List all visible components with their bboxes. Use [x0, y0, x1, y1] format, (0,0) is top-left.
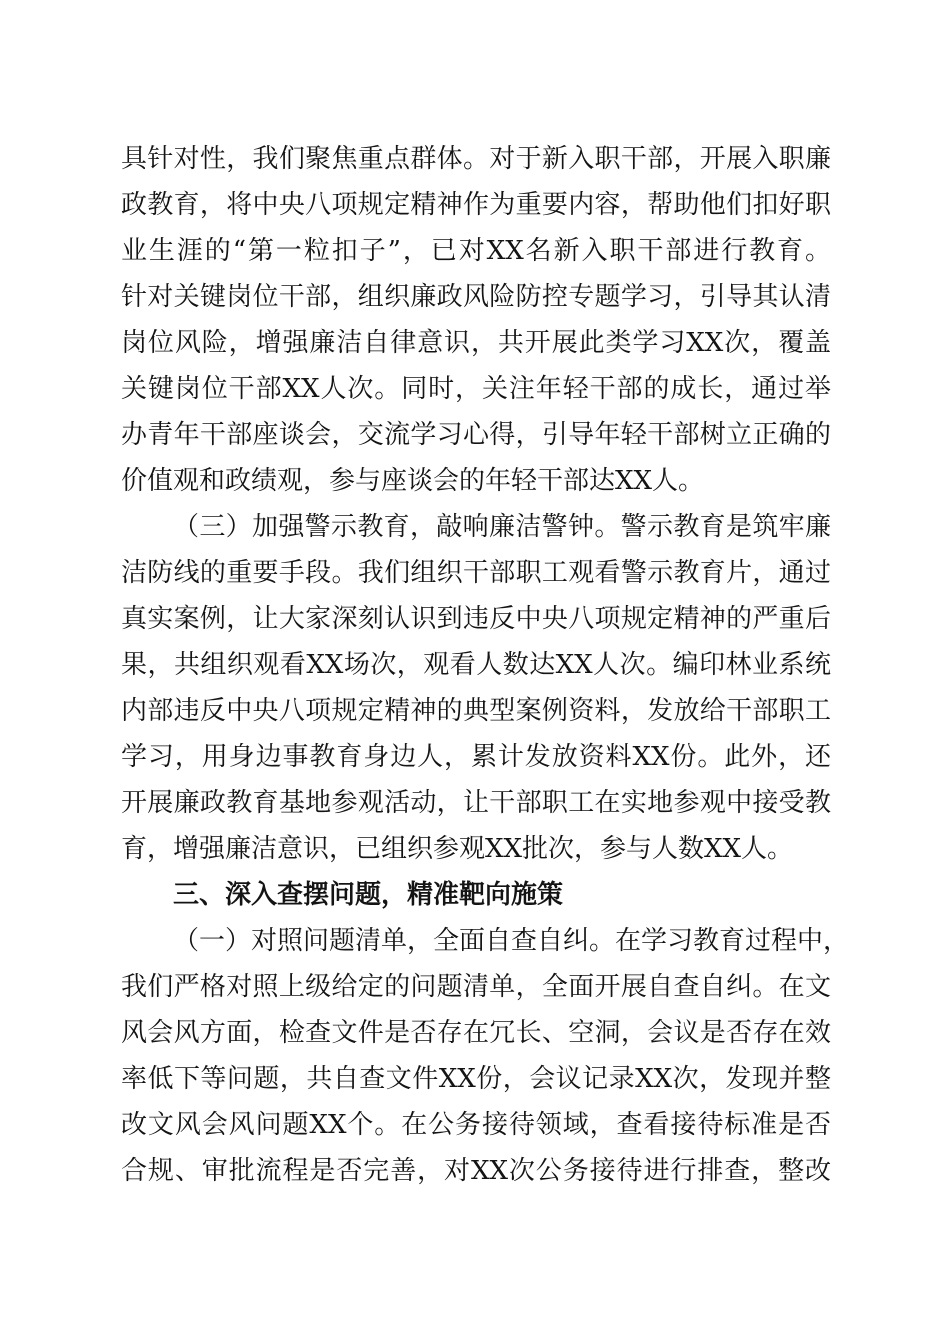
paragraph-line: 内部违反中央八项规定精神的典型案例资料，发放给干部职工	[121, 696, 831, 726]
paragraph-line: 学习，用身边事教育身边人，累计发放资料XX份。此外，还	[121, 742, 831, 772]
section-heading: 三、深入查摆问题，精准靶向施策	[173, 880, 564, 910]
paragraph-line: 业生涯的“第一粒扣子”，已对XX名新入职干部进行教育。	[121, 236, 831, 266]
paragraph-line: 改文风会风问题XX个。在公务接待领域，查看接待标准是否	[121, 1110, 831, 1140]
paragraph-line: 具针对性，我们聚焦重点群体。对于新入职干部，开展入职廉	[121, 144, 831, 174]
paragraph-line: 价值观和政绩观，参与座谈会的年轻干部达XX人。	[121, 466, 705, 496]
paragraph-line: 开展廉政教育基地参观活动，让干部职工在实地参观中接受教	[121, 788, 831, 818]
paragraph-line: 办青年干部座谈会，交流学习心得，引导年轻干部树立正确的	[121, 420, 831, 450]
paragraph-line: 针对关键岗位干部，组织廉政风险防控专题学习，引导其认清	[121, 282, 831, 312]
paragraph-line: 洁防线的重要手段。我们组织干部职工观看警示教育片，通过	[121, 558, 831, 588]
paragraph-line: 政教育，将中央八项规定精神作为重要内容，帮助他们扣好职	[121, 190, 831, 220]
paragraph-line: 真实案例，让大家深刻认识到违反中央八项规定精神的严重后	[121, 604, 831, 634]
paragraph-line: 关键岗位干部XX人次。同时，关注年轻干部的成长，通过举	[121, 374, 831, 404]
paragraph-line: 岗位风险，增强廉洁自律意识，共开展此类学习XX次，覆盖	[121, 328, 831, 358]
paragraph-line: 合规、审批流程是否完善，对XX次公务接待进行排查，整改	[121, 1156, 831, 1186]
paragraph-line: 育，增强廉洁意识，已组织参观XX批次，参与人数XX人。	[121, 834, 794, 864]
paragraph-line: 我们严格对照上级给定的问题清单，全面开展自查自纠。在文	[121, 972, 831, 1002]
paragraph-line: （一）对照问题清单，全面自查自纠。在学习教育过程中，	[173, 926, 850, 956]
paragraph-line: 率低下等问题，共自查文件XX份，会议记录XX次，发现并整	[121, 1064, 831, 1094]
paragraph-line: （三）加强警示教育，敲响廉洁警钟。警示教育是筑牢廉	[173, 512, 831, 542]
paragraph-line: 风会风方面，检查文件是否存在冗长、空洞，会议是否存在效	[121, 1018, 831, 1048]
paragraph-line: 果，共组织观看XX场次，观看人数达XX人次。编印林业系统	[121, 650, 831, 680]
